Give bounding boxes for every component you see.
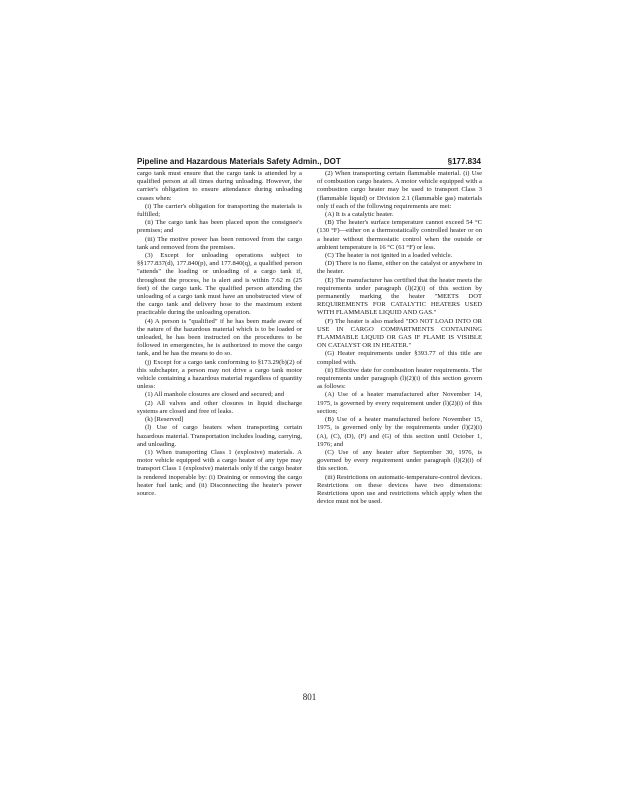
paragraph: (2) When transporting certain flammable material. (i) Use of combustion cargo heaters. A motor vehicle equipped with a combustion cargo heater may be used to transport Class 3 (flammable liquid) or Division 2.1 (flammable gas) materials only if each of the following requirements are met:: [317, 170, 482, 210]
paragraph: (ii) The cargo tank has been placed upon the consignee's premises; and: [137, 219, 302, 235]
running-header: [137, 157, 481, 169]
paragraph: (C) The heater is not ignited in a loaded vehicle.: [325, 252, 453, 260]
paragraph: (ii) Effective date for combustion heater requirements. The requirements under paragraph (l)(2)(i) of this section govern as follows:: [317, 366, 482, 391]
right-column: [317, 170, 482, 506]
paragraph: (C) Use of any heater after September 30, 1976, is governed by every requirement under paragraph (l)(2)(i) of this section.: [317, 448, 482, 473]
running-header-section: §177.834: [447, 157, 481, 166]
paragraph: cargo tank must ensure that the cargo tank is attended by a qualified person at all times during unloading. However, the carrier's obligation to ensure attendance during unloading ceases when:: [137, 170, 302, 202]
paragraph: (A) It is a catalytic heater.: [325, 211, 394, 219]
paragraph: (2) All valves and other closures in liquid discharge systems are closed and free of leaks.: [137, 399, 302, 415]
running-header-title: Pipeline and Hazardous Materials Safety Admin., DOT: [137, 157, 341, 166]
paragraph: (iii) Restrictions on automatic-temperature-control devices. Restrictions on these devices have two dimensions: Restrictions upon use and restrictions which apply when the device must not be used.: [317, 473, 482, 506]
paragraph: (G) Heater requirements under §393.77 of this title are complied with.: [317, 350, 482, 366]
paragraph: (A) Use of a heater manufactured after November 14, 1975, is governed by every requirement under (l)(2)(i) of this section;: [317, 391, 482, 415]
paragraph: (j) Except for a cargo tank conforming to §173.29(b)(2) of this subchapter, a person may not drive a cargo tank motor vehicle containing a hazardous material regardless of quantity unless:: [137, 358, 302, 391]
paragraph: (D) There is no flame, either on the catalyst or anywhere in the heater.: [317, 260, 482, 276]
left-column: [137, 170, 302, 498]
paragraph: (F) The heater is also marked "DO NOT LOAD INTO OR USE IN CARGO COMPARTMENTS CONTAINING FLAMMABLE LIQUID OR GAS IF FLAME IS VISIBLE ON CATALYST OR IN HEATER.": [317, 317, 482, 350]
paragraph: (iii) The motive power has been removed from the cargo tank and removed from the premises.: [137, 235, 302, 251]
paragraph: (1) All manhole closures are closed and secured; and: [145, 391, 285, 399]
paragraph: (E) The manufacturer has certified that the heater meets the requirements under paragraph (l)(2)(i) of this section by permanently marking the heater "MEETS DOT REQUIREMENTS FOR CATALYTIC HEATERS USED WITH FLAMMABLE LIQUID AND GAS.": [317, 276, 482, 317]
paragraph: (3) Except for unloading operations subject to §§177.837(d), 177.840(p), and 177.840(q), a qualified person "attends" the loading or unloading of a cargo tank if, throughout the process, he is alert and is within 7.62 m (25 feet) of the cargo tank. The qualified person attending the unloading of a cargo tank must have an unobstructed view of the cargo tank and delivery hose to the maximum extent practicable during the unloading operation.: [137, 252, 302, 317]
paragraph: (B) Use of a heater manufactured before November 15, 1975, is governed only by the requirements under (l)(2)(i) (A), (C), (D), (F) and (G) of this section until October 1, 1976; and: [317, 416, 482, 448]
paragraph: (B) The heater's surface temperature cannot exceed 54 °C (130 °F)—either on a thermostatically controlled heater or on a heater without thermostatic control when the outside or ambient temperature is 16 °C (61 °F) or less.: [317, 219, 482, 251]
paragraph: (1) When transporting Class 1 (explosive) materials. A motor vehicle equipped with a cargo heater of any type may transport Class 1 (explosive) materials only if the cargo heater is rendered inoperable by: (i) Draining or removing the cargo heater fuel tank; and (ii) Disconnecting the heater's power source.: [137, 448, 302, 497]
paragraph: (k) [Reserved]: [145, 416, 184, 424]
page-number: 801: [302, 692, 317, 702]
paragraph: (4) A person is "qualified" if he has been made aware of the nature of the hazardous material which is to be loaded or unloaded, he has been instructed on the procedures to be followed in emergencies, he is authorized to move the cargo tank, and he has the means to do so.: [137, 317, 302, 358]
paragraph: (i) The carrier's obligation for transporting the materials is fulfilled;: [137, 202, 302, 219]
paragraph: (l) Use of cargo heaters when transporting certain hazardous material. Transportation includes loading, carrying, and unloading.: [137, 424, 302, 448]
